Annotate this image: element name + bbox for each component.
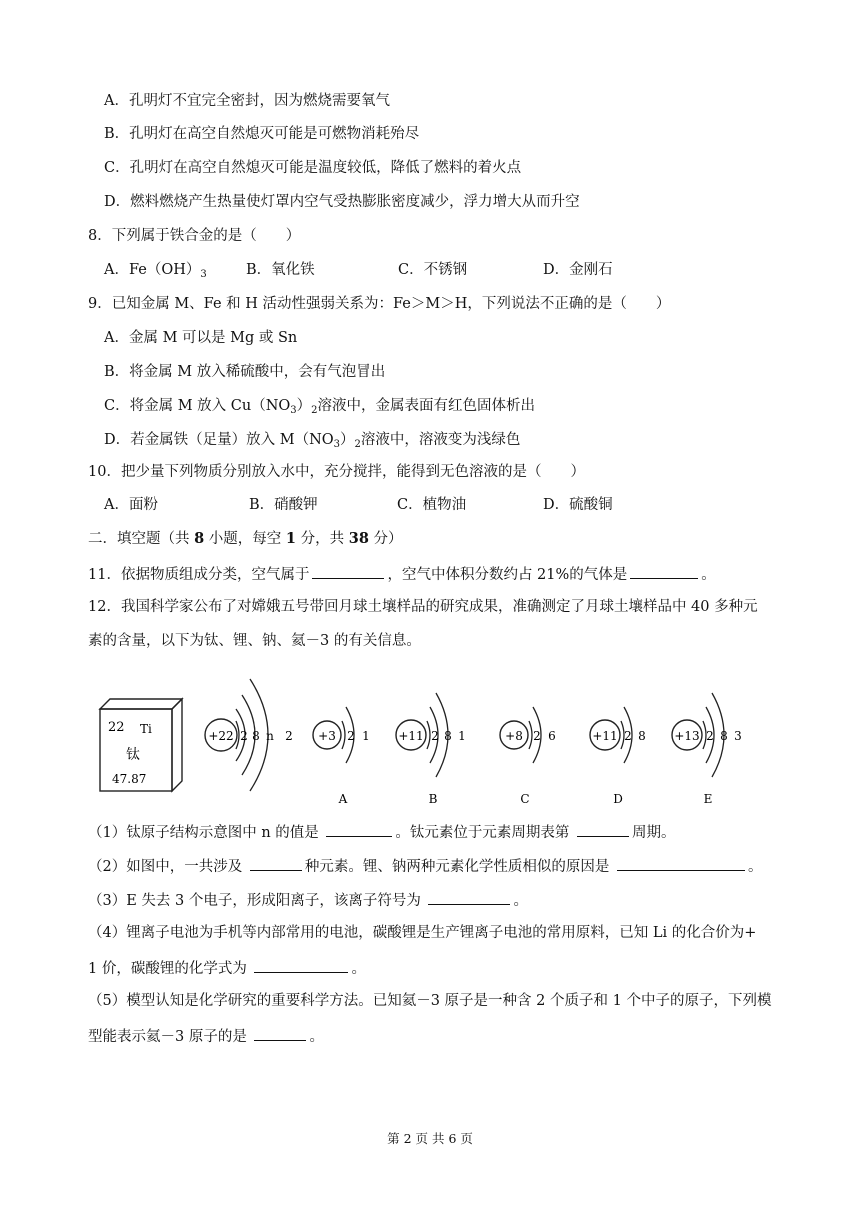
atom-diagram-c xyxy=(500,707,556,806)
q8-options xyxy=(104,260,613,280)
shell-electrons: 6 xyxy=(548,729,556,743)
diagram-label: E xyxy=(703,792,713,806)
q12-part-4-blank[interactable] xyxy=(254,957,348,973)
q12-part-4-line-1: （4）锂离子电池为手机等内部常用的电池，碳酸锂是生产锂离子电池的常用原料，已知 Li 的化合价为+ xyxy=(88,925,757,941)
q10-option-a: A．面粉 xyxy=(104,497,158,513)
q7-option-c: C．孔明灯在高空自然熄灭可能是温度较低，降低了燃料的着火点 xyxy=(104,160,522,176)
titanium-atom-diagram xyxy=(205,679,293,791)
shell-electrons: 2 xyxy=(240,729,248,743)
q7-option-a: A．孔明灯不宜完全密封，因为燃烧需要氧气 xyxy=(104,93,390,109)
q10-option-d: D．硫酸铜 xyxy=(543,497,613,513)
q12-part-3-blank[interactable] xyxy=(428,889,510,905)
shell-electrons: 2 xyxy=(624,729,632,743)
q9-stem: 9．已知金属 M、Fe 和 H 活动性强弱关系为：Fe＞M＞H，下列说法不正确的是（ ） xyxy=(88,296,671,312)
q12-part-3: （3）E 失去 3 个电子，形成阳离子，该离子符号为 。 xyxy=(88,889,528,911)
shell-electrons: 8 xyxy=(444,729,452,743)
element-symbol: Ti xyxy=(140,722,152,736)
element-name: 钛 xyxy=(126,747,140,763)
q12-part-2-blank-2[interactable] xyxy=(617,855,745,871)
q12-part-2: （2）如图中，一共涉及 种元素。锂、钠两种元素化学性质相似的原因是 。 xyxy=(88,855,762,877)
nucleus-charge: +3 xyxy=(318,729,336,743)
nucleus-charge: +22 xyxy=(208,729,234,743)
q11-blank-1[interactable] xyxy=(312,563,384,579)
q12-stem-line-2: 素的含量，以下为钛、锂、钠、氦－3 的有关信息。 xyxy=(88,633,421,649)
atom-diagram-b xyxy=(396,693,466,806)
shell-electrons: 2 xyxy=(285,729,293,743)
element-cell xyxy=(100,699,182,791)
atom-diagram-d xyxy=(590,707,646,806)
q12-part-1-blank-1[interactable] xyxy=(326,821,392,837)
nucleus-charge: +13 xyxy=(674,729,700,743)
shell-electrons: 8 xyxy=(252,729,260,743)
q12-part-5-line-1: （5）模型认知是化学研究的重要科学方法。已知氦－3 原子是一种含 2 个质子和 1 个中子的原子，下列模 xyxy=(88,993,772,1009)
diagram-label: C xyxy=(520,792,530,806)
q8-option-a: A．$Fe(OH)_3$ xyxy=(104,262,207,280)
q10-options xyxy=(104,495,613,515)
q8-stem: 8．下列属于铁合金的是（ ） xyxy=(88,228,301,244)
shell-electrons: 1 xyxy=(458,729,466,743)
element-number: 22 xyxy=(108,720,125,735)
q7-option-b: B．孔明灯在高空自然熄灭可能是可燃物消耗殆尽 xyxy=(104,126,420,142)
diagram-label: D xyxy=(613,792,623,806)
q7-option-d: D．燃料燃烧产生热量使灯罩内空气受热膨胀密度减少，浮力增大从而升空 xyxy=(104,194,580,210)
shell-electrons: n xyxy=(266,729,274,743)
atomic-structure-figure xyxy=(90,665,750,815)
q9-option-d: D．若金属铁（足量）放入 $M(NO_3)_2$溶液中，溶液变为浅绿色 xyxy=(104,432,521,450)
nucleus-charge: +11 xyxy=(398,729,424,743)
q9-option-c: C．将金属 M 放入 $Cu(NO_3)_2$溶液中，金属表面有红色固体析出 xyxy=(104,398,536,416)
q12-part-5-blank[interactable] xyxy=(254,1025,306,1041)
q10-stem: 10．把少量下列物质分别放入水中，充分搅拌，能得到无色溶液的是（ ） xyxy=(88,464,585,480)
q8-option-b: B．氧化铁 xyxy=(246,262,315,278)
q12-stem-line-1: 12．我国科学家公布了对嫦娥五号带回月球土壤样品的研究成果，准确测定了月球土壤样品中 40 多种元 xyxy=(88,599,758,615)
shell-electrons: 3 xyxy=(734,729,742,743)
shell-electrons: 2 xyxy=(706,729,714,743)
q12-part-4-line-2: 1 价，碳酸锂的化学式为 。 xyxy=(88,957,366,979)
page-number-footer: 第 2 页 共 6 页 xyxy=(387,1131,473,1146)
diagram-label: B xyxy=(428,792,438,806)
q12-part-1-blank-2[interactable] xyxy=(577,821,629,837)
q8-option-d: D．金刚石 xyxy=(543,262,613,278)
q12-part-1: （1）钛原子结构示意图中 n 的值是 。钛元素位于元素周期表第 周期。 xyxy=(88,821,676,843)
q10-option-b: B．硝酸钾 xyxy=(249,497,318,513)
shell-electrons: 8 xyxy=(720,729,728,743)
nucleus-charge: +8 xyxy=(505,729,523,743)
shell-electrons: 2 xyxy=(431,729,439,743)
q12-part-2-blank-1[interactable] xyxy=(250,855,302,871)
shell-electrons: 2 xyxy=(533,729,541,743)
q11-blank-2[interactable] xyxy=(630,563,698,579)
q12-part-5-line-2: 型能表示氦－3 原子的是 。 xyxy=(88,1025,324,1047)
atom-diagram-a xyxy=(313,707,370,806)
nucleus-charge: +11 xyxy=(592,729,618,743)
q9-option-b: B．将金属 M 放入稀硫酸中，会有气泡冒出 xyxy=(104,364,386,380)
atom-diagram-e xyxy=(672,693,742,806)
q11-stem: 11．依据物质组成分类，空气属于 ，空气中体积分数约占 21%的气体是 。 xyxy=(88,563,716,585)
shell-electrons: 1 xyxy=(362,729,370,743)
shell-electrons: 2 xyxy=(347,729,355,743)
element-mass: 47.87 xyxy=(112,772,147,786)
shell-electrons: 8 xyxy=(638,729,646,743)
q10-option-c: C．植物油 xyxy=(397,497,467,513)
section-2-title: 二．填空题（共 8 小题，每空 1 分，共 38 分） xyxy=(88,530,403,547)
q8-option-c: C．不锈钢 xyxy=(398,262,468,278)
q9-option-a: A．金属 M 可以是 Mg 或 Sn xyxy=(104,330,298,346)
diagram-label: A xyxy=(338,792,348,806)
